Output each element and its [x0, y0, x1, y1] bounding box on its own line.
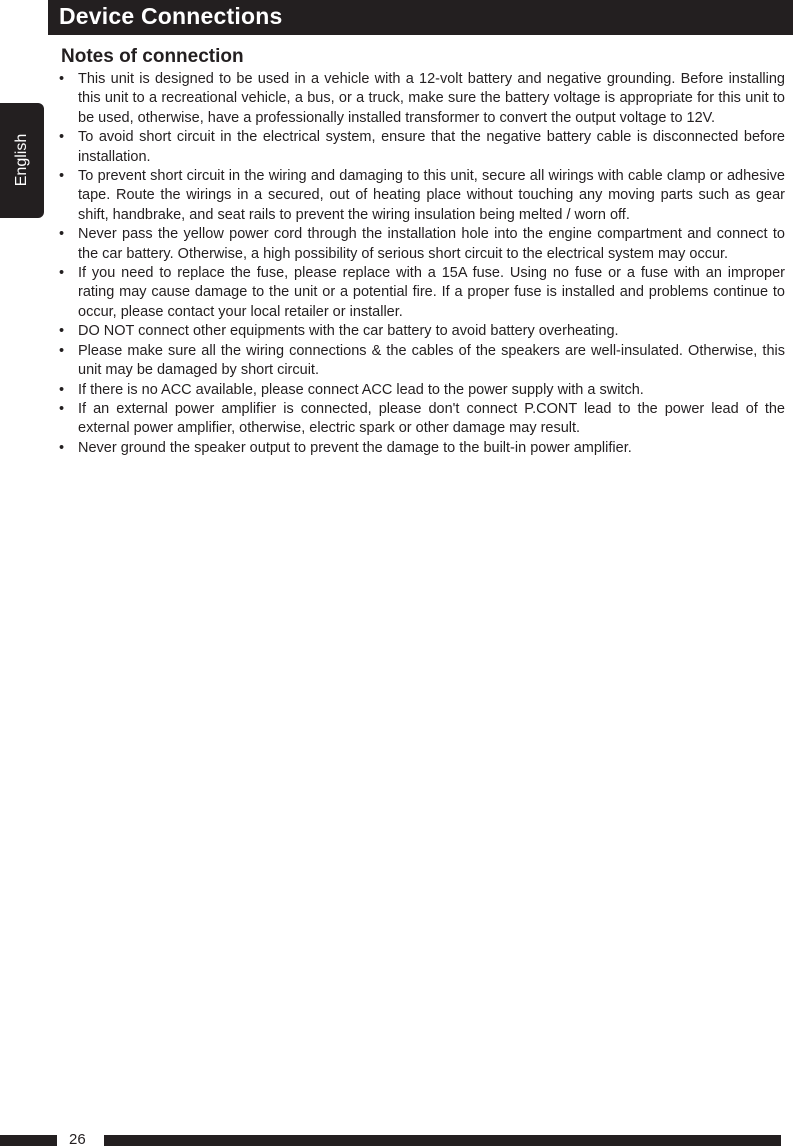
bullet-icon: •: [59, 400, 65, 417]
bullet-icon: •: [59, 439, 65, 456]
language-tab-label: English: [13, 133, 30, 187]
list-item: [58, 167, 785, 225]
bullet-icon: •: [59, 168, 65, 185]
list-item-text: To avoid short circuit in the electrical system, ensure that the negative battery cable is disconnected before installation.: [78, 129, 785, 165]
list-item-text: Please make sure all the wiring connections & the cables of the speakers are well-insulated. Otherwise, this unit may be damaged by short circuit.: [78, 342, 785, 379]
list-item: [58, 70, 785, 128]
list-item-text: If there is no ACC available, please connect ACC lead to the power supply with a switch.: [78, 381, 644, 398]
list-item-text: This unit is designed to be used in a vehicle with a 12-volt battery and negative grounding. Before installing this unit to a recreational vehicle, a bus, or a truck, make sure the battery voltage is appropriate for this unit to be used, otherwise, have a professionally installed transformer to convert the output voltage to 12V.: [78, 71, 785, 126]
language-tab: [0, 103, 44, 218]
list-item: [58, 322, 785, 341]
list-item: [58, 381, 785, 400]
bullet-icon: •: [59, 342, 65, 359]
bullet-icon: •: [59, 265, 65, 282]
page-title: Device Connections: [59, 3, 283, 29]
list-item-text: DO NOT connect other equipments with the car battery to avoid battery overheating.: [78, 323, 619, 340]
section-heading: Notes of connection: [61, 46, 244, 67]
list-item: [58, 342, 785, 381]
bullet-icon: •: [59, 323, 65, 340]
bullet-icon: •: [59, 129, 65, 146]
list-item-text: To prevent short circuit in the wiring and damaging to this unit, secure all wirings with cable clamp or adhesive tape. Route the wirings in a secured, out of heating place without touching any moving parts such as gear shift, handbrake, and seat rails to prevent the wiring insulation being melted / worn off.: [78, 168, 785, 223]
list-item: [58, 225, 785, 264]
list-item-text: If an external power amplifier is connected, please don't connect P.CONT lead to the power lead of the external power amplifier, otherwise, electric spark or other damage may result.: [78, 400, 785, 437]
page-number: 26: [69, 1131, 86, 1148]
bullet-icon: •: [59, 381, 65, 398]
list-item-text: Never ground the speaker output to prevent the damage to the built-in power amplifier.: [78, 439, 632, 456]
notes-list: [58, 70, 785, 458]
list-item: [58, 264, 785, 322]
footer-bar-left: [0, 1135, 57, 1146]
bullet-icon: •: [59, 226, 65, 243]
list-item-text: If you need to replace the fuse, please replace with a 15A fuse. Using no fuse or a fuse with an improper rating may cause damage to the unit or a potential fire. If a proper fuse is installed and problems continue to occur, please contact your local retailer or installer.: [78, 265, 785, 320]
footer-bar-right: [104, 1135, 781, 1146]
list-item: [58, 128, 785, 167]
list-item-text: Never pass the yellow power cord through the installation hole into the engine compartment and connect to the car battery. Otherwise, a high possibility of serious short circuit to the electrical system may occur.: [78, 226, 785, 262]
header-bar: [48, 0, 793, 35]
list-item: [58, 400, 785, 439]
bullet-icon: •: [59, 71, 65, 87]
list-item: [58, 439, 785, 458]
